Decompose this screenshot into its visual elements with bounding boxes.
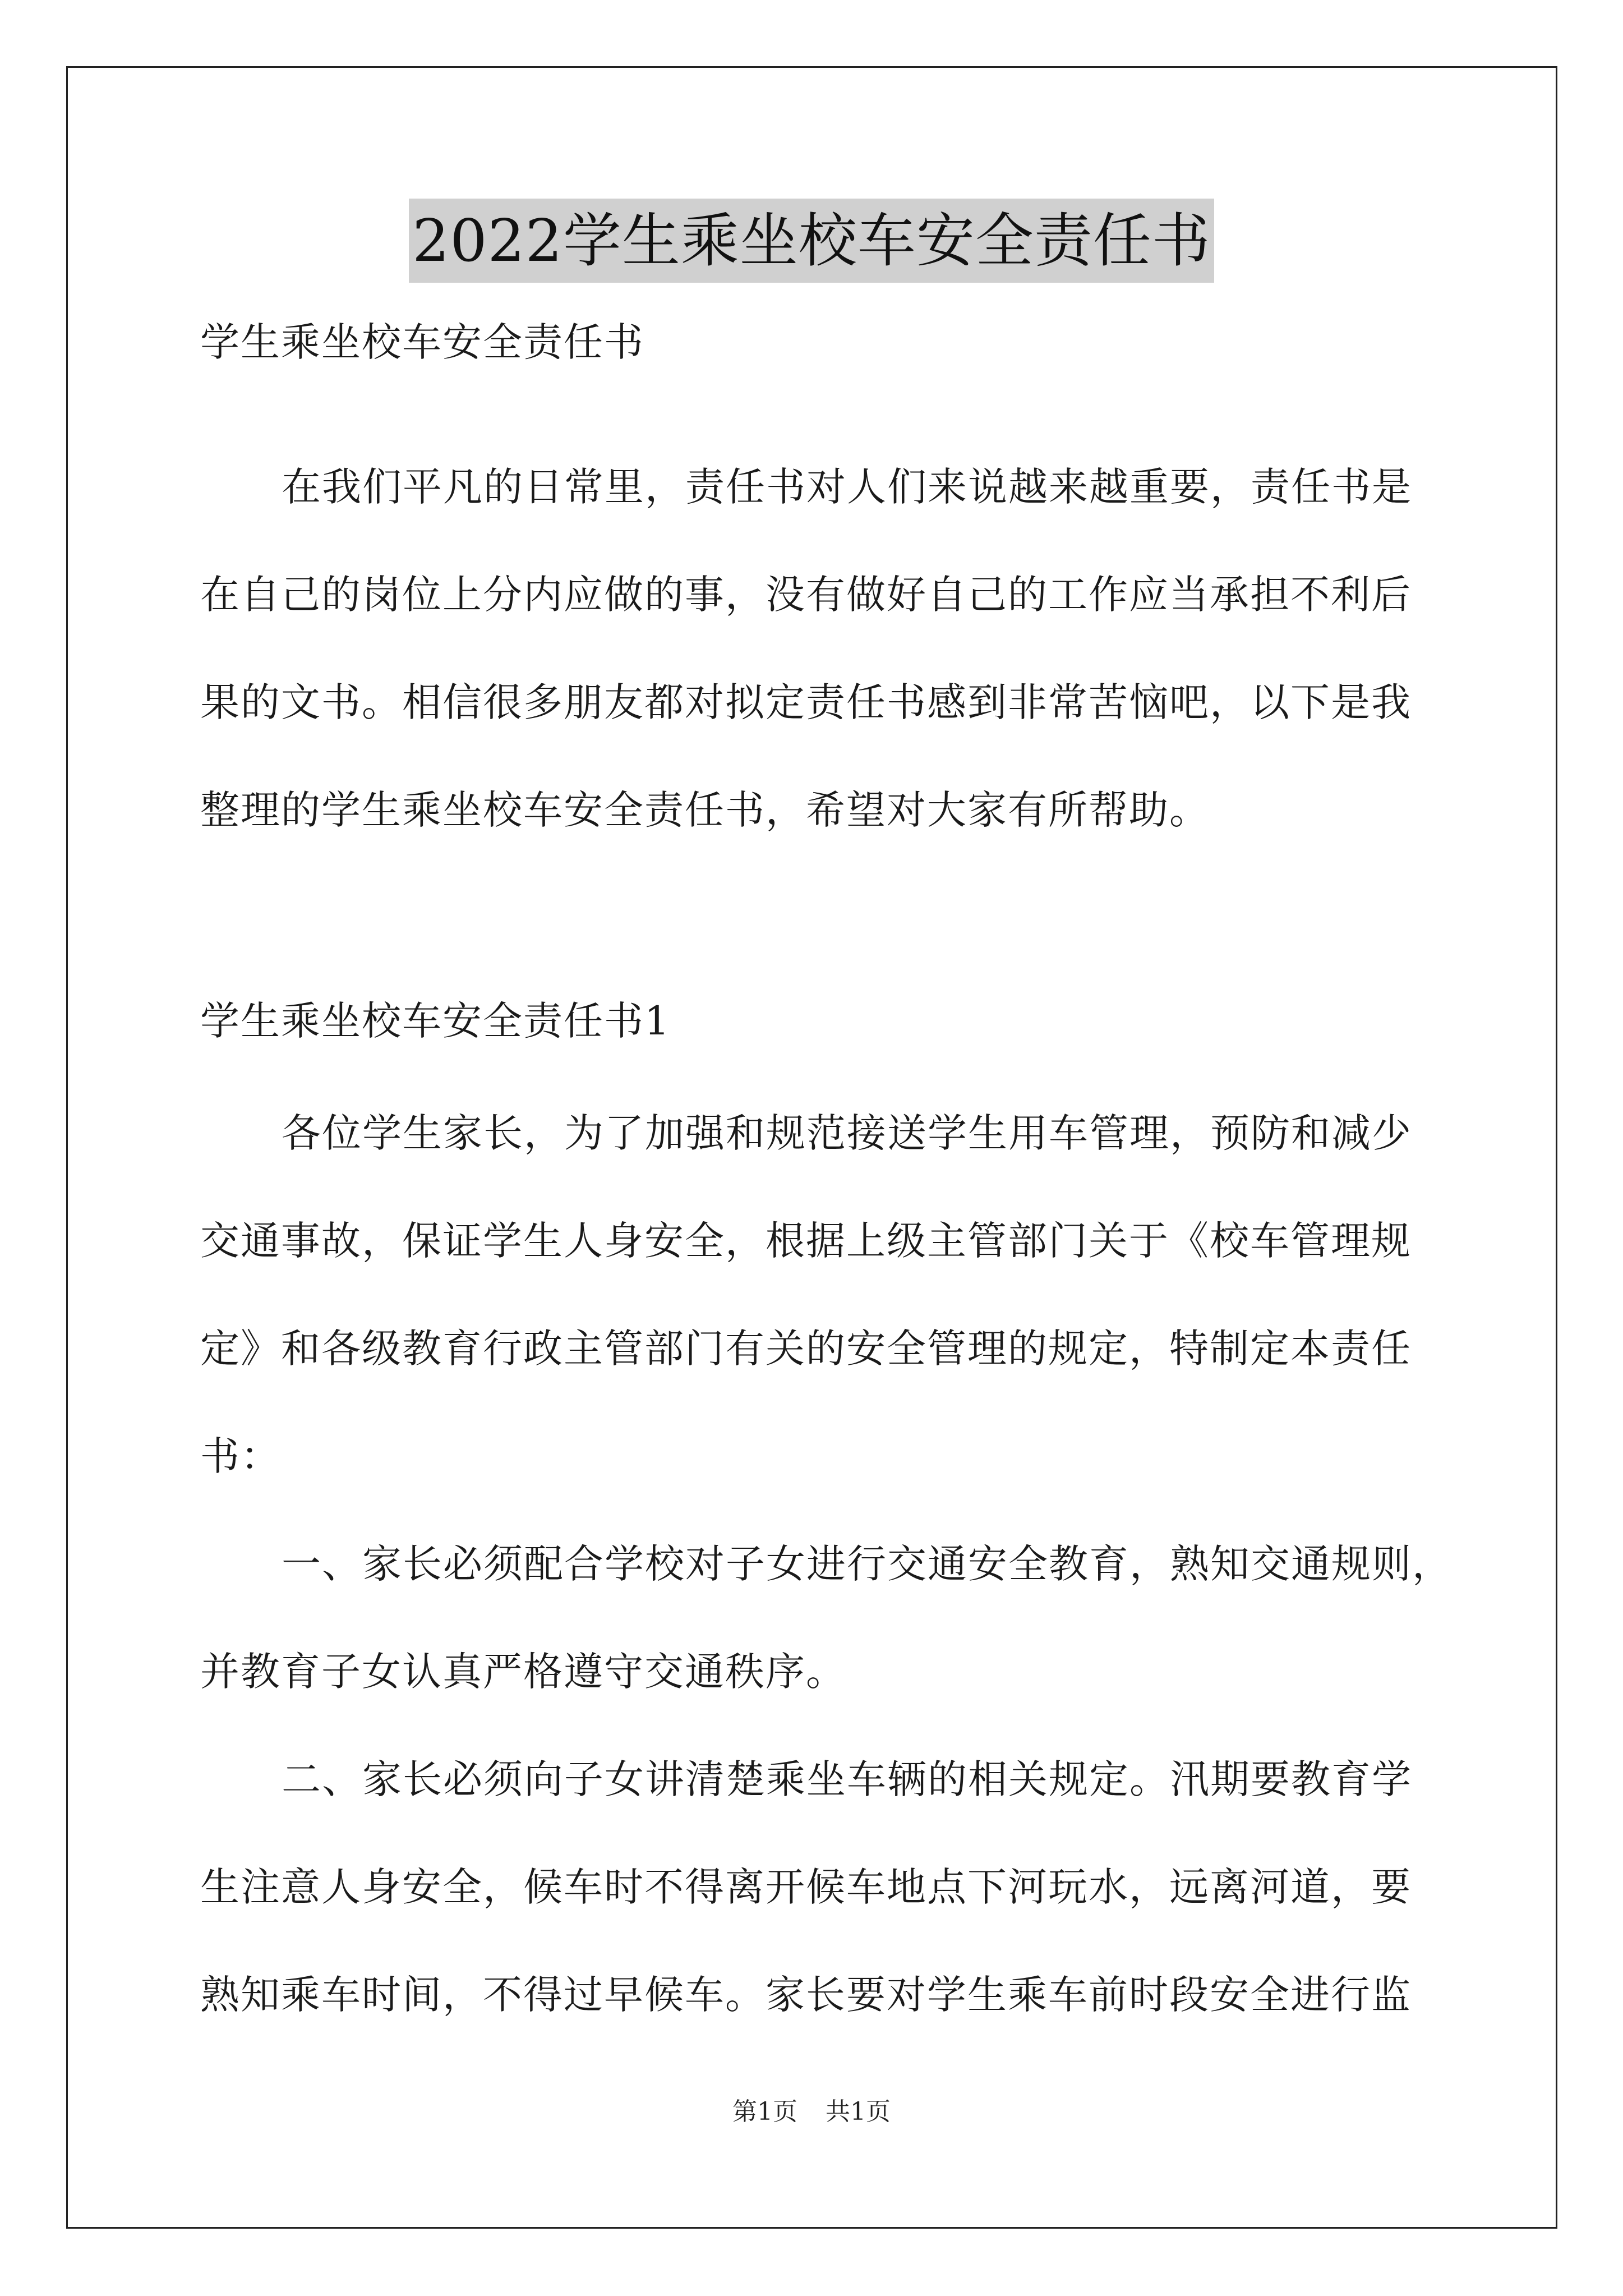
paragraph-line: 整理的学生乘坐校车安全责任书，希望对大家有所帮助。	[200, 787, 1210, 833]
page-count: 共1页	[826, 2097, 891, 2126]
paragraph-line: 二、家长必须向子女讲清楚乘坐车辆的相关规定。汛期要教育学	[282, 1756, 1412, 1802]
paragraph-line: 在自己的岗位上分内应做的事，没有做好自己的工作应当承担不利后	[200, 572, 1412, 618]
paragraph-line: 定》和各级教育行政主管部门有关的安全管理的规定，特制定本责任	[200, 1326, 1412, 1372]
section-heading: 学生乘坐校车安全责任书1	[200, 998, 671, 1044]
paragraph-line: 熟知乘车时间，不得过早候车。家长要对学生乘车前时段安全进行监	[200, 1972, 1412, 2018]
page-footer	[0, 2095, 1623, 2129]
paragraph-line: 生注意人身安全，候车时不得离开候车地点下河玩水，远离河道，要	[200, 1864, 1412, 1910]
title-container	[0, 199, 1623, 283]
subtitle: 学生乘坐校车安全责任书	[200, 319, 644, 365]
paragraph-line: 书：	[200, 1433, 281, 1479]
paragraph-line: 各位学生家长，为了加强和规范接送学生用车管理，预防和减少	[282, 1110, 1412, 1156]
paragraph-line: 在我们平凡的日常里，责任书对人们来说越来越重要，责任书是	[282, 464, 1412, 510]
paragraph-line: 果的文书。相信很多朋友都对拟定责任书感到非常苦恼吧，以下是我	[200, 679, 1412, 725]
paragraph-line: 并教育子女认真严格遵守交通秩序。	[200, 1649, 846, 1695]
document-title: 2022学生乘坐校车安全责任书	[409, 199, 1214, 283]
paragraph-line: 一、家长必须配合学校对子女进行交通安全教育，熟知交通规则，	[282, 1541, 1453, 1587]
paragraph-line: 交通事故，保证学生人身安全，根据上级主管部门关于《校车管理规	[200, 1218, 1412, 1264]
page-number: 第1页	[732, 2097, 797, 2126]
